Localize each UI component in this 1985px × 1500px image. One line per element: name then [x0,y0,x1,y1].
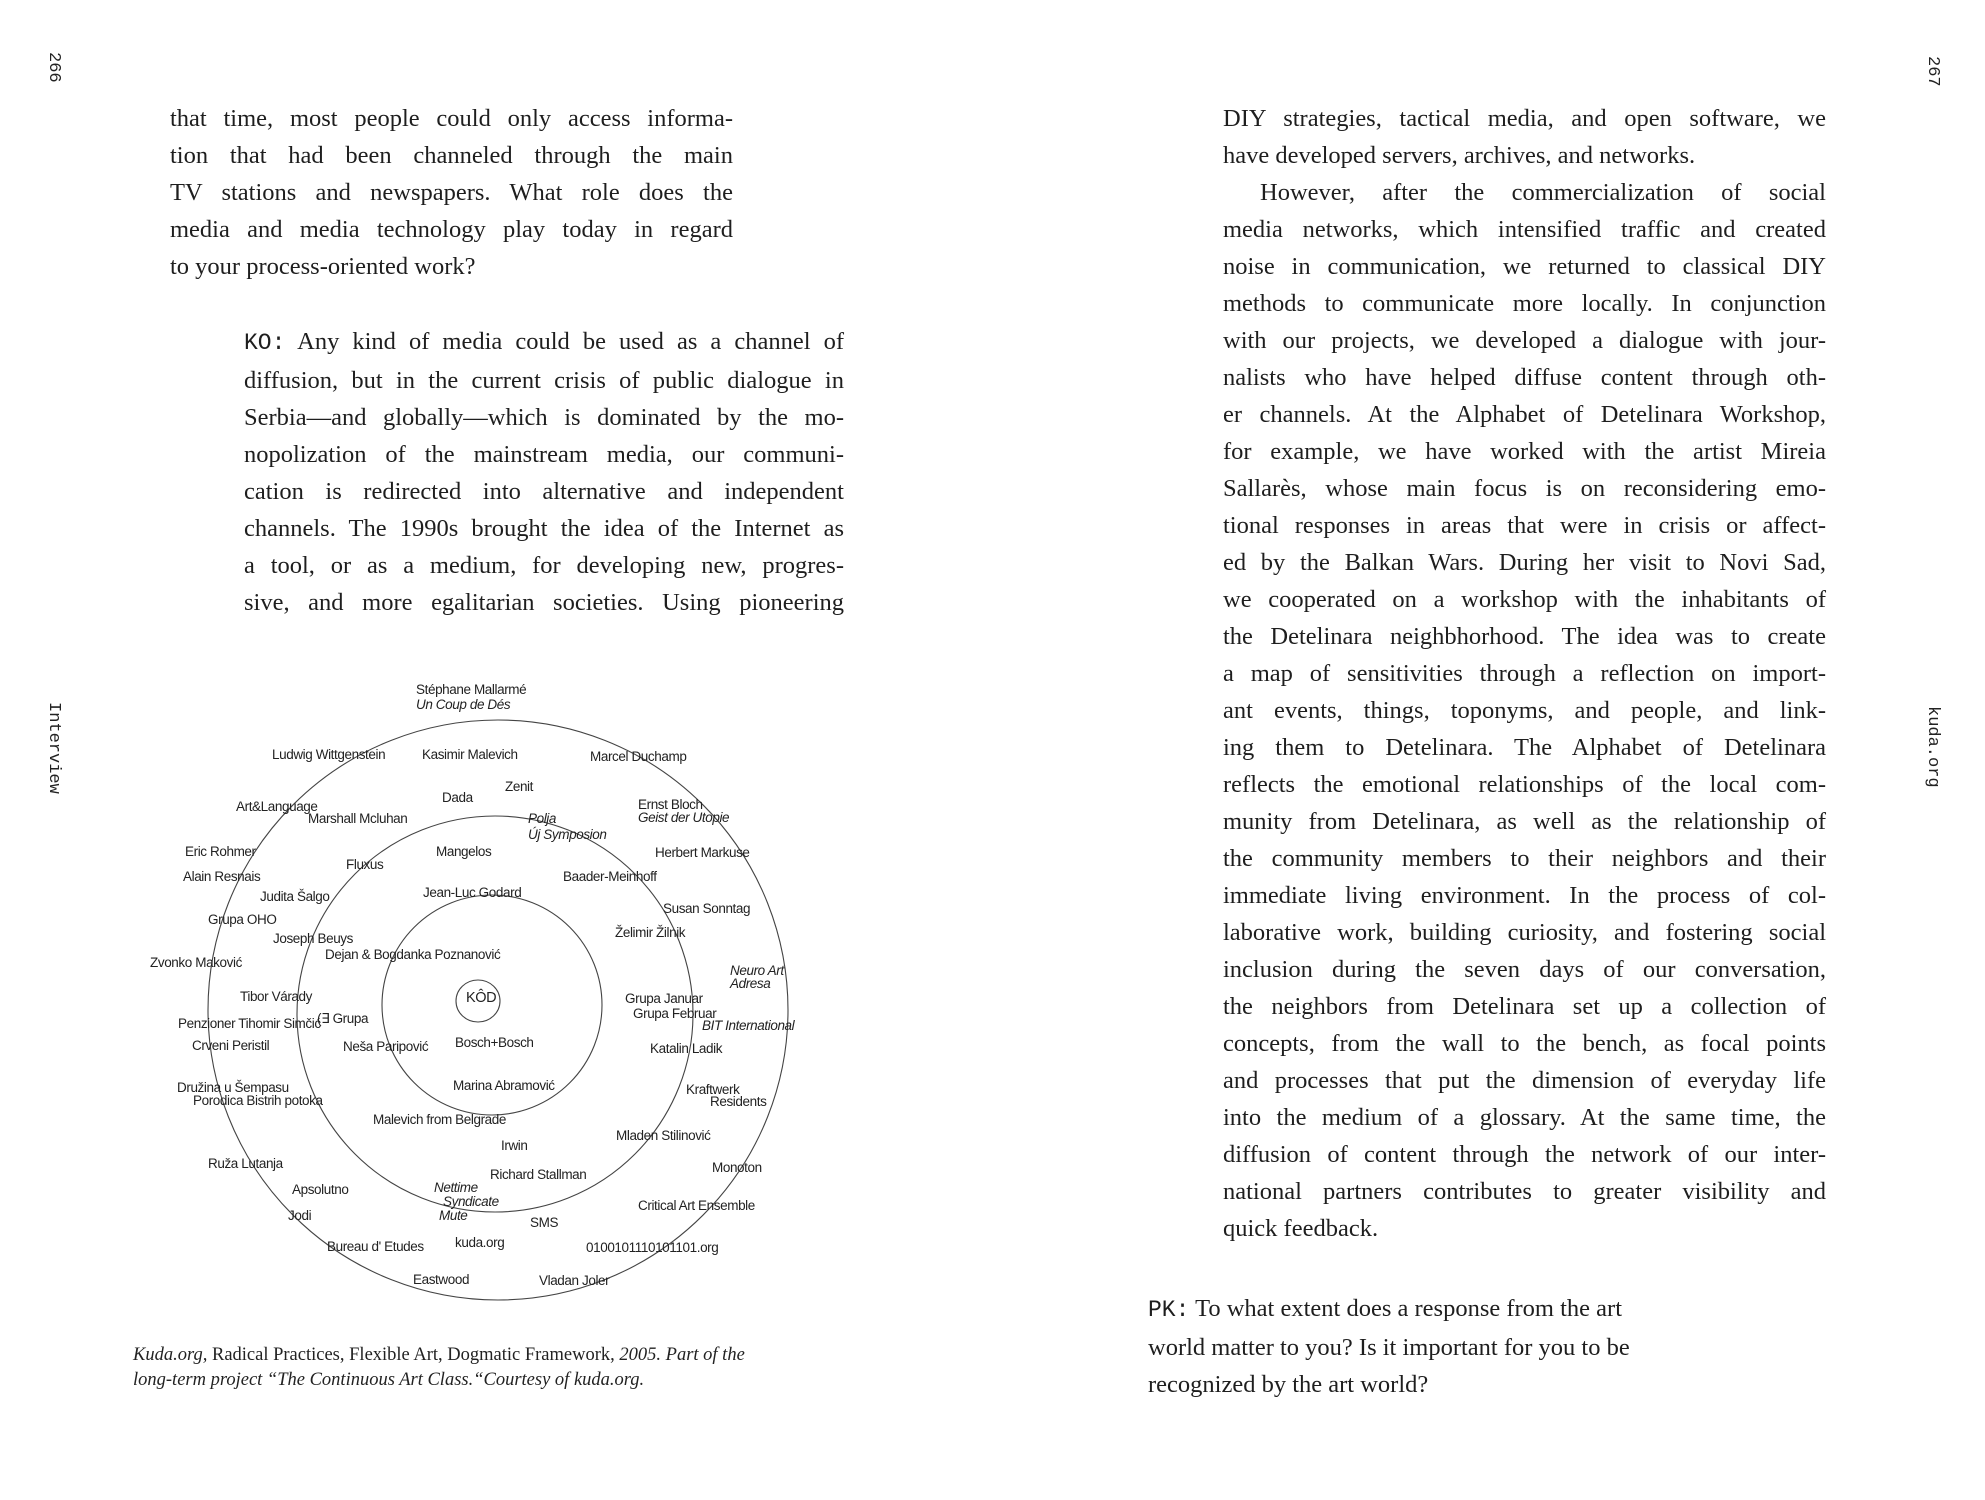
question-continuation [170,100,733,285]
text-line: media and media technology play today in regard [170,216,733,243]
diagram-label: Syndicate [443,1194,499,1209]
text-line: nalists who have helped diffuse content through oth- [1223,364,1826,391]
running-head-right: kuda.org [1923,706,1942,788]
diagram-label: Alain Resnais [183,869,261,884]
diagram-label: Marshall Mcluhan [308,811,408,826]
diagram-label: Richard Stallman [490,1167,587,1182]
page-number-left: 266 [44,52,63,83]
text-line: laborative work, building curiosity, and fostering social [1223,919,1826,946]
diagram-label: Malevich from Belgrade [373,1112,507,1127]
text-line: into the medium of a glossary. At the same time, the [1223,1104,1826,1131]
diagram-label: SMS [530,1215,559,1230]
diagram-label: Baader-Meinhoff [563,869,657,884]
diagram-label: Grupa Februar [633,1006,717,1021]
text-line: diffusion, but in the current crisis of public dialogue in [244,367,844,394]
text-line: national partners contributes to greater visibility and [1223,1178,1826,1205]
answer-first-line: Any kind of media could be used as a channel of [297,328,844,355]
diagram-label: Bosch+Bosch [455,1035,534,1050]
text-line: with our projects, we developed a dialogue with jour- [1223,327,1826,354]
diagram-label: Katalin Ladik [650,1041,723,1056]
diagram-label: Zenit [505,779,534,794]
diagram-label: Irwin [501,1138,528,1153]
diagram-label: Jodi [288,1208,312,1223]
text-line: ing them to Detelinara. The Alphabet of Detelinara [1223,734,1826,761]
concentric-diagram [150,670,830,1320]
diagram-label: Geist der Utopie [638,810,730,825]
text-line: reflects the emotional relationships of the local com- [1223,771,1826,798]
text-line: a tool, or as a medium, for developing new, progres- [244,552,844,579]
speaker-label: KO: [244,330,286,356]
diagram-label: Crveni Peristil [192,1038,270,1053]
diagram-label: Dada [442,790,473,805]
diagram-label: Bureau d' Etudes [327,1239,424,1254]
diagram-label: Marcel Duchamp [590,749,687,764]
caption-title: Kuda.org, [133,1345,208,1365]
diagram-label: Družina u Šempasu [177,1080,289,1095]
diagram-label: Neša Paripović [343,1039,429,1054]
text-line: recognized by the art world? [1148,1371,1429,1398]
diagram-label: Un Coup de Dés [416,697,511,712]
diagram-label: Želimir Žilnik [615,925,686,940]
text-line: concepts, from the wall to the bench, as focal points [1223,1030,1826,1057]
text-line: tional responses in areas that were in crisis or affect- [1223,512,1826,539]
diagram-label: Eric Rohmer [185,844,256,859]
diagram-label: Susan Sonntag [663,901,751,916]
text-line: the community members to their neighbors and their [1223,845,1826,872]
diagram-label: Residents [710,1094,767,1109]
text-line: quick feedback. [1223,1215,1379,1242]
diagram-label: Jean-Luc Godard [423,885,522,900]
diagram-label: Monoton [712,1160,762,1175]
diagram-label: Vladan Joler [539,1273,610,1288]
pk-question [1148,1290,1718,1403]
text-line: for example, we have worked with the artist Mireia [1223,438,1826,465]
diagram-label: Herbert Markuse [655,845,750,860]
diagram-label: Dejan & Bogdanka Poznanović [325,947,501,962]
diagram-label: Apsolutno [292,1182,349,1197]
diagram-label: Ludwig Wittgenstein [272,747,386,762]
text-line: Sallarès, whose main focus is on reconsidering emo- [1223,475,1826,502]
diagram-label: Porodica Bistrih potoka [193,1093,323,1108]
running-head-left: Interview [44,702,63,794]
diagram-label: (∃ Grupa [317,1011,369,1026]
diagram-label: Adresa [730,976,771,991]
text-line: DIY strategies, tactical media, and open software, we [1223,105,1826,132]
text-line: the Detelinara neighbhorhood. The idea was to create [1223,623,1826,650]
text-line: ed by the Balkan Wars. During her visit to Novi Sad, [1223,549,1826,576]
diagram-label: Joseph Beuys [273,931,354,946]
text-line: cation is redirected into alternative and independent [244,478,844,505]
text-line: TV stations and newspapers. What role does the [170,179,733,206]
text-line: However, after the commercialization of social [1260,179,1826,206]
page-number-right: 267 [1923,56,1942,87]
caption-work: Radical Practices, Flexible Art, Dogmatic Framework, [207,1345,620,1365]
ko-answer-continuation [1223,100,1826,1247]
figure-caption [133,1343,853,1393]
text-line: channels. The 1990s brought the idea of the Internet as [244,515,844,542]
diagram-label: Neuro Art [730,963,784,978]
diagram-label: Stéphane Mallarmé [416,682,527,697]
question-first-line: To what extent does a response from the art [1195,1295,1623,1322]
diagram-label: Nettime [434,1180,478,1195]
diagram-label: Grupa Januar [625,991,703,1006]
text-line: sive, and more egalitarian societies. Using pioneering [244,589,844,616]
text-line: and processes that put the dimension of everyday life [1223,1067,1826,1094]
diagram-label: Kraftwerk [686,1082,740,1097]
text-line [1148,1290,1718,1329]
diagram-label: 0100101110101101.org [586,1240,719,1255]
text-line: have developed servers, archives, and networks. [1223,142,1696,169]
diagram-label: Eastwood [413,1272,470,1287]
diagram-label: BIT International [702,1018,795,1033]
diagram-label: Marina Abramović [453,1078,555,1093]
speaker-label: PK: [1148,1297,1190,1323]
diagram-label: Ernst Bloch [638,797,703,812]
text-line: tion that had been channeled through the main [170,142,733,169]
caption-year: 2005. Part of the [619,1345,745,1365]
text-line: er channels. At the Alphabet of Detelinara Workshop, [1223,401,1826,428]
diagram-label: Zvonko Maković [150,955,242,970]
caption-line-2: long-term project “The Continuous Art Class.“Courtesy of kuda.org. [133,1370,645,1390]
text-line: munity from Detelinara, as well as the relationship of [1223,808,1826,835]
text-line: ant events, things, toponyms, and people, and link- [1223,697,1826,724]
text-line: methods to communicate more locally. In conjunction [1223,290,1826,317]
diagram-label: Ruža Lutanja [208,1156,283,1171]
text-line: we cooperated on a workshop with the inhabitants of [1223,586,1826,613]
text-line: that time, most people could only access informa- [170,105,733,132]
diagram-label: Mute [439,1208,468,1223]
diagram-label: Judita Šalgo [260,889,330,904]
text-line [244,323,844,362]
text-line: inclusion during the seven days of our conversation, [1223,956,1826,983]
text-line: the neighbors from Detelinara set up a collection of [1223,993,1826,1020]
text-line: media networks, which intensified traffic and created [1223,216,1826,243]
diagram-label: kuda.org [455,1235,505,1250]
diagram-label: Új Symposion [528,827,607,842]
text-line: nopolization of the mainstream media, our communi- [244,441,844,468]
diagram-label: Mangelos [436,844,492,859]
text-line: a map of sensitivities through a reflection on import- [1223,660,1826,687]
diagram-label: Grupa OHO [208,912,277,927]
text-line: immediate living environment. In the process of col- [1223,882,1826,909]
ko-answer [244,323,844,621]
text-line: to your process-oriented work? [170,253,476,280]
diagram-center-label: KÔD [466,990,497,1006]
diagram-label: Art&Language [236,799,318,814]
diagram-label: Penzioner Tihomir Simčić [178,1016,321,1031]
text-line: Serbia—and globally—which is dominated by the mo- [244,404,844,431]
diagram-label: Polja [528,811,557,826]
diagram-label: Fluxus [346,857,384,872]
text-line: diffusion of content through the network of our inter- [1223,1141,1826,1168]
diagram-label: Critical Art Ensemble [638,1198,755,1213]
text-line: noise in communication, we returned to classical DIY [1223,253,1826,280]
diagram-label: Kasimir Malevich [422,747,518,762]
diagram-label: Tibor Várady [240,989,312,1004]
diagram-label: Mladen Stilinović [616,1128,711,1143]
text-line: world matter to you? Is it important for you to be [1148,1334,1630,1361]
